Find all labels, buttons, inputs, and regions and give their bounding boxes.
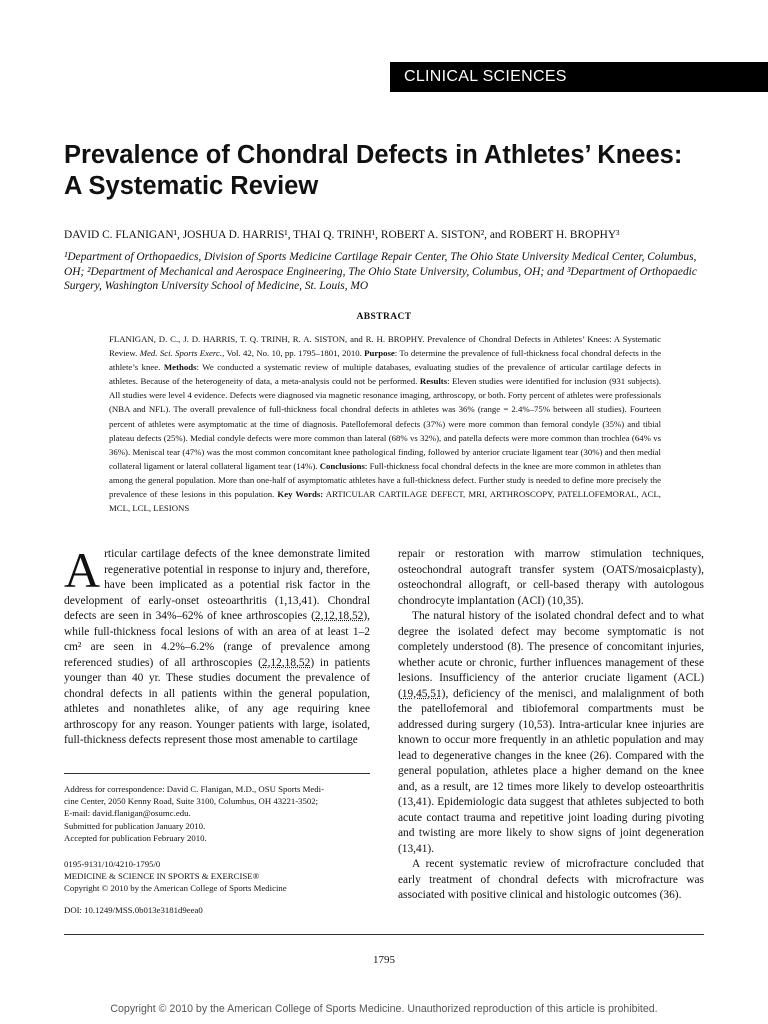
body-paragraph-1	[64, 542, 370, 749]
paragraph-text: ) in patients younger than 40 yr. These studies document the prevalence of chondral defects in all patients within the general population, athletes and nonathletes alike, of any age requiring knee arthroscopy for any reason. Younger patients with large, isolated, full-thickness defects represent those most amenable to cartilage	[64, 656, 370, 746]
footnote-line: Address for correspondence: David C. Flanigan, M.D., OSU Sports Medi-	[64, 784, 325, 794]
abstract-journal: Med. Sci. Sports Exerc.	[139, 348, 223, 359]
page-number: 1795	[373, 954, 395, 966]
footnote-line: cine Center, 2050 Kenny Road, Suite 3100, Columbus, OH 43221-3502;	[64, 796, 319, 807]
keywords-text: ARTICULAR CARTILAGE DEFECT, MRI, ARTHROSCOPY, PATELLOFEMORAL, ACL, MCL, LCL, LESIONS	[109, 489, 661, 514]
reference-link[interactable]: 19,45,51	[401, 687, 442, 700]
footnote-line: Accepted for publication February 2010.	[64, 832, 207, 843]
abstract-body	[109, 332, 661, 515]
footnote-line: Submitted for publication January 2010.	[64, 820, 206, 831]
issn-block	[64, 858, 370, 895]
results-text: : Eleven studies were identified for inclusion (931 subjects). All studies were level 4 evidence. Defects were diagnosed via magnetic resonance imaging, arthroscopy, or both. Forty percent of athletes were professionals (NBA and NFL). The overall prevalence of full-thickness focal chondral defects in athletes was 36% (range = 2.4%–75% between all studies). Fourteen percent of athletes were asymptomatic at the time of diagnosis. Patellofemoral defects (37%) were more common than femoral condyle (35%) and tibial plateau defects (25%). Medial condyle defects were more common than lateral (68% vs 32%), and patella defects were more common than trochlea (64% vs 36%). Meniscal tear (47%) was the most common concomitant knee pathological finding, followed by anterior cruciate ligament tear (30%) and then medial collateral ligament or lateral collateral ligament tear (14%).	[109, 376, 661, 471]
footnote-divider	[64, 773, 370, 774]
keywords-label: Key Words:	[277, 489, 324, 500]
abstract-heading: ABSTRACT	[356, 312, 412, 322]
methods-text: : We conducted a systematic review of multiple databases, evaluating studies of the prevalence of articular cartilage defects in athletes. Because of the heterogeneity of data, a meta-analysis could not be performed.	[109, 362, 662, 387]
abstract-citation: FLANIGAN, D. C., J. D. HARRIS, T. Q. TRINH, R. A. SISTON, and R. H. BROPHY. Prevalence of Chondral Defects in Athletes’ Knees: A Systematic Review.	[109, 334, 661, 359]
reference-link[interactable]: 2,12,18,52	[261, 656, 311, 669]
methods-label: Methods	[163, 362, 197, 373]
body-paragraph-2	[398, 609, 704, 857]
abstract-volume: , Vol. 42, No. 10, pp. 1795–1801, 2010.	[222, 348, 362, 359]
copyright-notice: Copyright © 2010 by the American College of Sports Medicine. Unauthorized reproduction of this article is prohibited.	[110, 1003, 658, 1015]
reference-link[interactable]: 2,12,18,52	[314, 610, 364, 622]
author-list: DAVID C. FLANIGAN¹, JOSHUA D. HARRIS¹, THAI Q. TRINH¹, ROBERT A. SISTON², and ROBERT H. BROPHY³	[64, 229, 620, 241]
correspondence-note	[64, 783, 370, 844]
page-bottom-rule	[64, 934, 704, 935]
copyright-line: Copyright © 2010 by the American College of Sports Medicine	[64, 883, 287, 894]
body-column-right	[398, 547, 704, 904]
journal-name: MEDICINE & SCIENCE IN SPORTS & EXERCISE®	[64, 871, 260, 882]
paragraph-text: ), deficiency of the menisci, and malalignment of both the patellofemoral and tibiofemoral compartments must be addressed during surgery (10,53). Intra-articular knee injuries are known to occur more frequently in an athletic population and may lead to degenerative changes in the knee (26). Compared with the general population, athletes place a higher demand on the knee and, as a result, are 12 times more likely to develop osteoarthritis (13,41). Epidemiologic data suggest that athletes subjected to both acute contact trauma and repetitive joint loading during pivoting and twisting are more likely to show signs of joint degeneration (13,41).	[398, 687, 704, 855]
purpose-label: Purpose	[364, 348, 395, 359]
body-paragraph-3: A recent systematic review of microfracture concluded that early treatment of chondral defects with microfracture was associated with positive clinical and histologic outcomes (36).	[398, 858, 704, 901]
purpose-text: : To determine the prevalence of full-thickness focal chondral defects in the athlete’s knee.	[109, 348, 662, 373]
results-label: Results	[419, 376, 448, 387]
section-label: CLINICAL SCIENCES	[390, 62, 768, 92]
affiliations: ¹Department of Orthopaedics, Division of Sports Medicine Cartilage Repair Center, The Ohio State University Medical Center, Columbus, OH; ²Department of Mechanical and Aerospace Engineering, The Ohio State University, Columbus, OH; and ³Department of Orthopaedic Surgery, Washington University School of Medicine, St. Louis, MO	[64, 251, 697, 293]
paragraph-text: The natural history of the isolated chondral defect and to what degree the isolated defect may become symptomatic is not completely understood (8). The presence of concomitant injuries, whether acute or chronic, further influences management of these lesions. Insufficiency of the anterior cruciate ligament (ACL) (	[398, 610, 704, 700]
drop-cap: A	[64, 542, 101, 598]
footnote-line: E-mail: david.flanigan@osumc.edu.	[64, 808, 191, 819]
conclusions-text: : Full-thickness focal chondral defects in the knee are more common in athletes than among the general population. More than one-half of asymptomatic athletes have a full-thickness defect. Further study is needed to define more precisely the prevalence of these lesions in this population.	[109, 460, 661, 500]
article-title: Prevalence of Chondral Defects in Athletes’ Knees: A Systematic Review	[64, 141, 683, 200]
body-column-left	[64, 542, 370, 749]
issn: 0195-9131/10/4210-1795/0	[64, 859, 161, 869]
doi: DOI: 10.1249/MSS.0b013e3181d9eea0	[64, 905, 203, 915]
paragraph-text: ), while full-thickness focal lesions of with an area of at least 1–2 cm² are seen in 4.2%–6.2% (range of prevalence among referenced studies) of all arthroscopies (	[64, 610, 370, 669]
conclusions-label: Conclusions	[319, 460, 365, 471]
paragraph-text: rticular cartilage defects of the knee demonstrate limited regenerative potential in response to injury and, therefore, have been implicated as a potential risk factor in the development of early-onset osteoarthritis (1,13,41). Chondral defects are seen in 34%–62% of knee arthroscopies (	[64, 548, 370, 622]
body-paragraph-1-cont: repair or restoration with marrow stimulation techniques, osteochondral autograft transfer system (OATS/mosaicplasty), osteochondral allograft, or cell-based therapy with autologous chondrocyte implantation (ACI) (10,35).	[398, 548, 704, 607]
